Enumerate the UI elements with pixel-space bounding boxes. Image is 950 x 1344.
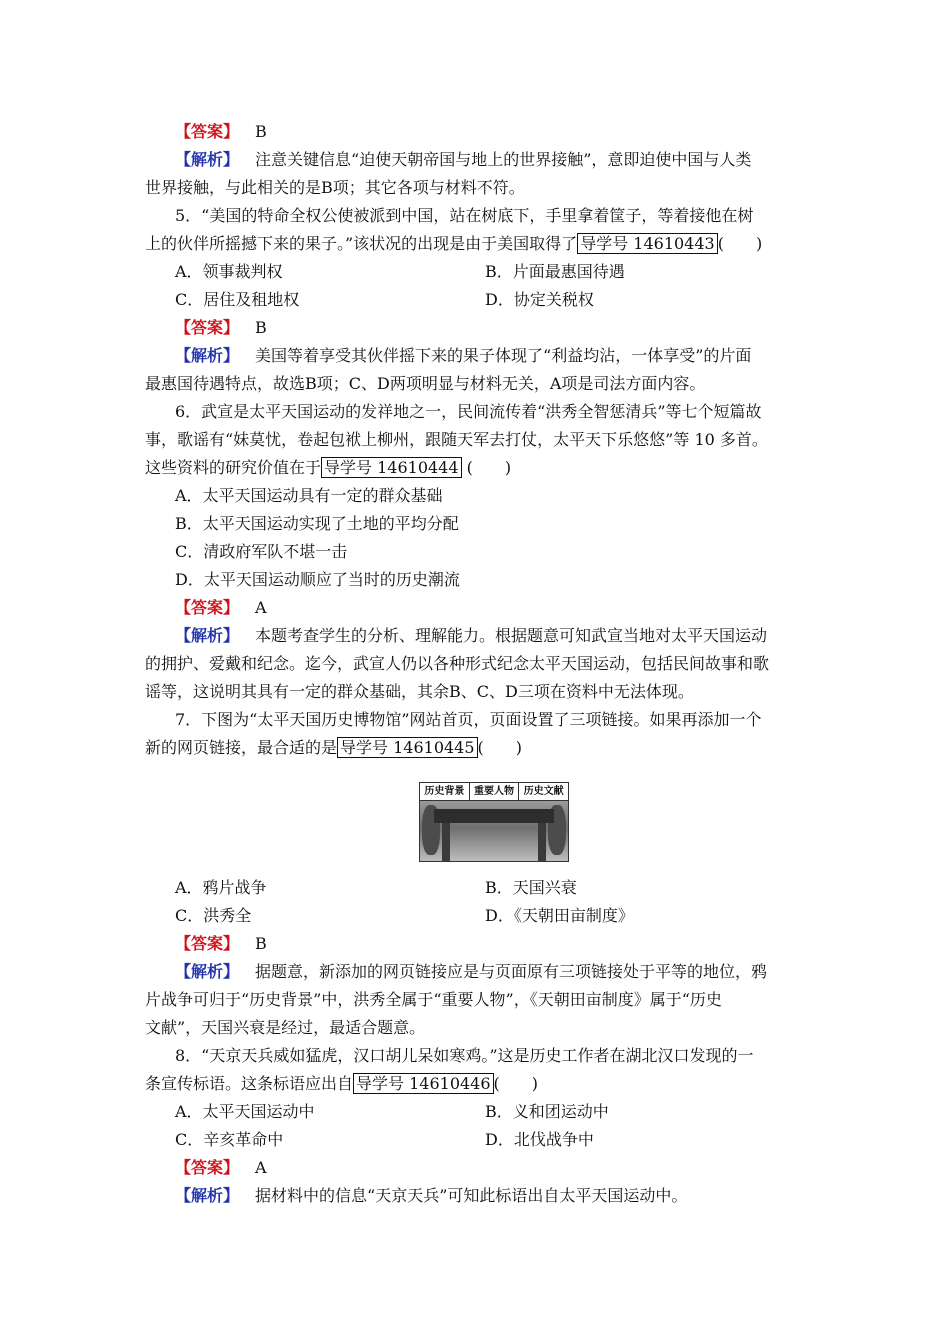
q8-stem-line-2: 条宣传标语。这条标语应出自 导学号 14610446 ( ): [145, 1074, 539, 1093]
q6-explain-line-3: 谣等，这说明其具有一定的群众基础，其余B、C、D三项在资料中无法体现。: [145, 682, 694, 701]
q6-stem-line-1: 6．武宣是太平天国运动的发祥地之一，民间流传着“洪秀全智惩清兵”等七个短篇故: [175, 402, 762, 421]
q8-option-d: D．北伐战争中: [485, 1130, 594, 1149]
q8-answer: A: [255, 1158, 267, 1177]
q6-explain-line-2: 的拥护、爱戴和纪念。迄今，武宣人仍以各种形式纪念太平天国运动，包括民间故事和歌: [145, 654, 770, 673]
q8-explain-line-1: 【解析】 据材料中的信息“天京天兵”可知此标语出自太平天国运动中。: [175, 1186, 688, 1205]
q7-ref-number: 导学号 14610445: [337, 737, 478, 758]
museum-website-image: [419, 782, 569, 862]
q6-ref-number: 导学号 14610444: [321, 457, 462, 478]
q6-option-d: D．太平天国运动顺应了当时的历史潮流: [175, 570, 460, 589]
q5-option-c: C．居住及租地权: [175, 290, 300, 309]
q7-option-a: A．鸦片战争: [175, 878, 267, 897]
q7-answer: B: [255, 934, 267, 953]
q6-stem-line-3: 这些资料的研究价值在于 导学号 14610444 ( ): [145, 458, 512, 477]
answer-label: 【答案】: [175, 318, 240, 337]
website-nav-bar: [420, 783, 568, 801]
nav-link-people: 重要人物: [470, 783, 520, 800]
q8-option-c: C．辛亥革命中: [175, 1130, 284, 1149]
q6-answer-line: [175, 594, 267, 622]
q7-option-b: B．天国兴衰: [485, 878, 577, 897]
explain-label: 【解析】: [175, 150, 240, 169]
museum-gate-photo: [420, 801, 568, 861]
q5-option-a: A．领事裁判权: [175, 262, 283, 281]
answer-label: 【答案】: [175, 934, 240, 953]
gate-pillar: [442, 823, 450, 861]
q6-stem-line-2: 事，歌谣有“妹莫忧，卷起包袱上柳州，跟随天军去打仗，太平天下乐悠悠”等 10 多首。: [145, 430, 768, 449]
q7-explain-line-2: 片战争可归于“历史背景”中，洪秀全属于“重要人物”，《天朝田亩制度》属于“历史: [145, 990, 722, 1009]
q7-stem-line-1: 7．下图为“太平天国历史博物馆”网站首页，页面设置了三项链接。如果再添加一个: [175, 710, 762, 729]
q6-option-b: B．太平天国运动实现了土地的平均分配: [175, 514, 459, 533]
q4-answer: B: [255, 122, 267, 141]
answer-label: 【答案】: [175, 598, 240, 617]
q6-answer: A: [255, 598, 267, 617]
q4-explain-line-1: 【解析】 注意关键信息“迫使天朝帝国与地上的世界接触”，意即迫使中国与人类: [175, 150, 752, 169]
q7-explain-line-1: 【解析】 据题意，新添加的网页链接应是与页面原有三项链接处于平等的地位，鸦: [175, 962, 768, 981]
q7-stem-line-2: 新的网页链接，最合适的是 导学号 14610445 ( ): [145, 738, 523, 757]
q7-explain-line-3: 文献”，天国兴衰是经过，最适合题意。: [145, 1018, 426, 1037]
answer-label: 【答案】: [175, 122, 240, 141]
q8-ref-number: 导学号 14610446: [353, 1073, 494, 1094]
q8-stem-line-1: 8．“天京天兵威如猛虎，汉口胡儿呆如寒鸡。”这是历史工作者在湖北汉口发现的一: [175, 1046, 754, 1065]
q5-answer-line: [175, 314, 267, 342]
q8-answer-line: [175, 1154, 267, 1182]
q6-option-c: C．清政府军队不堪一击: [175, 542, 348, 561]
q5-answer: B: [255, 318, 267, 337]
q5-option-d: D．协定关税权: [485, 290, 594, 309]
gate-pillar: [538, 823, 546, 861]
answer-label: 【答案】: [175, 1158, 240, 1177]
nav-link-background: 历史背景: [420, 783, 470, 800]
q5-option-b: B．片面最惠国待遇: [485, 262, 625, 281]
gate-plaque: [434, 809, 554, 823]
q5-stem-line-1: 5．“美国的特命全权公使被派到中国，站在树底下，手里拿着筐子，等着接他在树: [175, 206, 754, 225]
nav-link-documents: 历史文献: [523, 786, 564, 797]
explain-label: 【解析】: [175, 626, 240, 645]
q5-ref-number: 导学号 14610443: [577, 233, 718, 254]
explain-label: 【解析】: [175, 962, 240, 981]
explain-label: 【解析】: [175, 1186, 240, 1205]
q7-answer-line: [175, 930, 267, 958]
q4-answer-line: [175, 118, 267, 146]
q7-option-c: C．洪秀全: [175, 906, 252, 925]
q7-option-d: D．《天朝田亩制度》: [485, 906, 634, 925]
q5-explain-line-1: 【解析】 美国等着享受其伙伴摇下来的果子体现了“利益均沾，一体享受”的片面: [175, 346, 752, 365]
q6-option-a: A．太平天国运动具有一定的群众基础: [175, 486, 443, 505]
q5-stem-line-2: 上的伙伴所摇撼下来的果子。”该状况的出现是由于美国取得了 导学号 14610443 ( ): [145, 234, 763, 253]
q6-explain-line-1: 【解析】 本题考查学生的分析、理解能力。根据题意可知武宣当地对太平天国运动: [175, 626, 768, 645]
q8-option-a: A．太平天国运动中: [175, 1102, 315, 1121]
q5-explain-line-2: 最惠国待遇特点，故选B项；C、D两项明显与材料无关，A项是司法方面内容。: [145, 374, 706, 393]
q4-explain-line-2: 世界接触，与此相关的是B项；其它各项与材料不符。: [145, 178, 525, 197]
q8-option-b: B．义和团运动中: [485, 1102, 609, 1121]
explain-label: 【解析】: [175, 346, 240, 365]
